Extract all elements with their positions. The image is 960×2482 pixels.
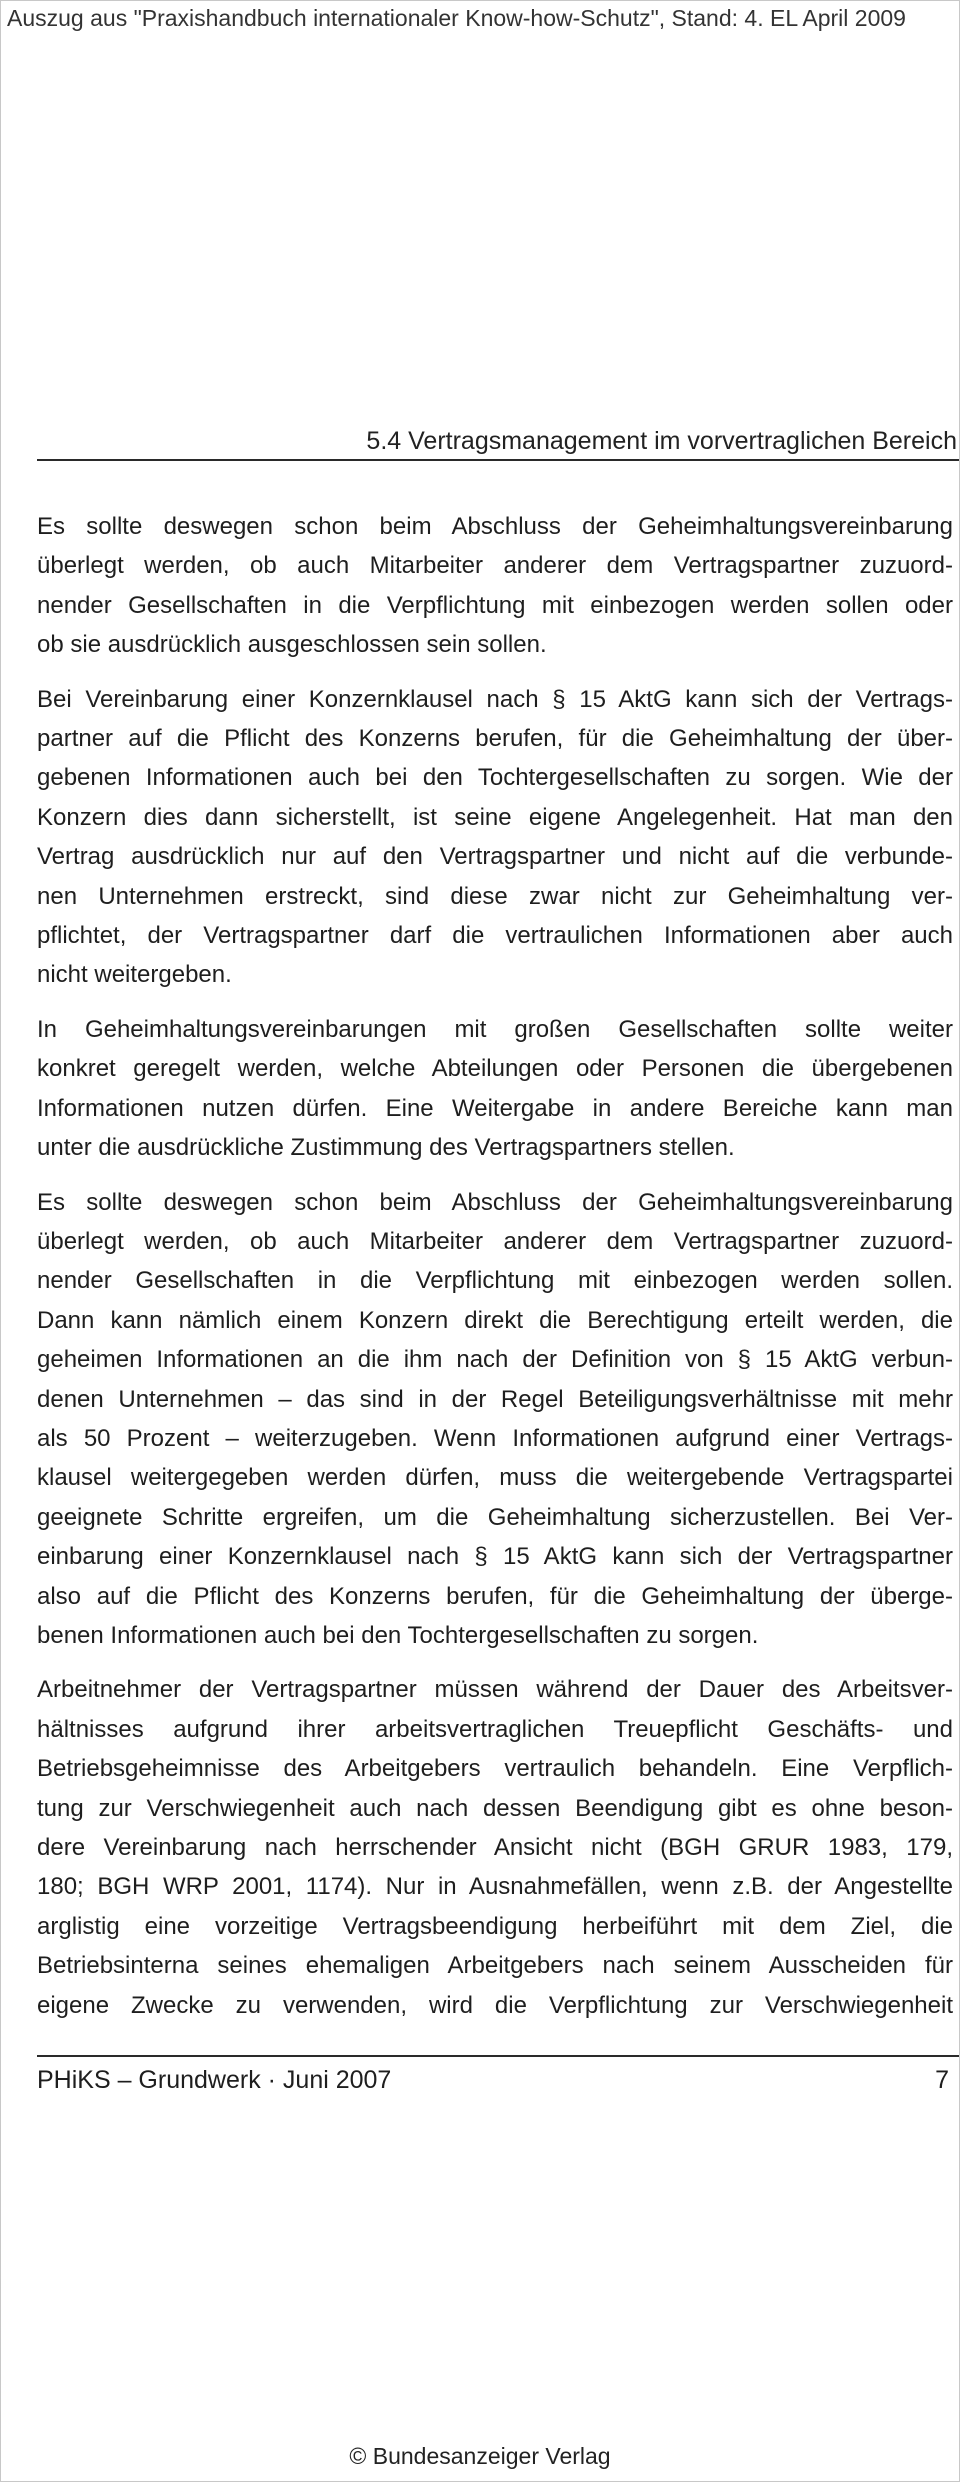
text-line: konkret geregelt werden, welche Abteilungen oder Personen die übergebenen: [37, 1055, 953, 1083]
text-line: nicht weitergeben.: [37, 961, 232, 989]
text-line: Es sollte deswegen schon beim Abschluss der Geheimhaltungsvereinbarung: [37, 513, 953, 540]
page-number: 7: [935, 2066, 949, 2094]
header-rule: [37, 459, 959, 461]
text-line: arglistig eine vorzeitige Vertragsbeendigung herbeiführt mit dem Ziel, die: [37, 1912, 953, 1940]
text-line: partner auf die Pflicht des Konzerns berufen, für die Geheimhaltung der über-: [37, 725, 953, 753]
text-line: geeignete Schritte ergreifen, um die Geheimhaltung sicherzustellen. Bei Ver-: [37, 1503, 953, 1531]
text-line: In Geheimhaltungsvereinbarungen mit großen Gesellschaften sollte weiter: [37, 1015, 953, 1043]
paragraph: [37, 1183, 957, 1656]
text-line: gebenen Informationen auch bei den Tochtergesellschaften zu sorgen. Wie der: [37, 764, 953, 792]
paragraph: [37, 680, 957, 995]
text-line: Vertrag ausdrücklich nur auf den Vertragspartner und nicht auf die verbunde-: [37, 843, 953, 871]
text-line: also auf die Pflicht des Konzerns berufen, für die Geheimhaltung der überge-: [37, 1582, 953, 1610]
text-line: überlegt werden, ob auch Mitarbeiter anderer dem Vertragspartner zuzuord-: [37, 552, 953, 580]
text-line: nen Unternehmen erstreckt, sind diese zwar nicht zur Geheimhaltung ver-: [37, 882, 953, 910]
paragraph: [37, 1010, 957, 1168]
paragraph: [37, 507, 957, 665]
text-line: überlegt werden, ob auch Mitarbeiter anderer dem Vertragspartner zuzuord-: [37, 1227, 953, 1255]
footer-rule: [37, 2055, 959, 2057]
text-line: klausel weitergegeben werden dürfen, muss die weitergebende Vertragspartei: [37, 1464, 953, 1492]
text-line: tung zur Verschwiegenheit auch nach dessen Beendigung gibt es ohne beson-: [37, 1794, 953, 1822]
text-line: pflichtet, der Vertragspartner darf die vertraulichen Informationen aber auch: [37, 922, 953, 950]
excerpt-notice: Auszug aus "Praxishandbuch internationaler Know-how-Schutz", Stand: 4. EL April 2009: [7, 5, 906, 31]
text-line: nender Gesellschaften in die Verpflichtung mit einbezogen werden sollen oder: [37, 591, 953, 619]
text-line: als 50 Prozent – weiterzugeben. Wenn Informationen aufgrund einer Vertrags-: [37, 1424, 953, 1452]
text-line: Arbeitnehmer der Vertragspartner müssen während der Dauer des Arbeitsver-: [37, 1676, 953, 1704]
text-line: nender Gesellschaften in die Verpflichtung mit einbezogen werden sollen.: [37, 1267, 953, 1295]
footer-edition: PHiKS – Grundwerk · Juni 2007: [37, 2066, 392, 2094]
publisher-credit: © Bundesanzeiger Verlag: [349, 2443, 611, 2469]
text-line: unter die ausdrückliche Zustimmung des Vertragspartners stellen.: [37, 1134, 735, 1162]
paragraph: [37, 1670, 957, 2025]
text-line: benen Informationen auch bei den Tochtergesellschaften zu sorgen.: [37, 1621, 759, 1649]
text-line: ob sie ausdrücklich ausgeschlossen sein sollen.: [37, 631, 547, 659]
text-line: Informationen nutzen dürfen. Eine Weitergabe in andere Bereiche kann man: [37, 1094, 953, 1122]
body-text: [37, 507, 957, 2040]
text-line: Dann kann nämlich einem Konzern direkt die Berechtigung erteilt werden, die: [37, 1306, 953, 1334]
text-line: Es sollte deswegen schon beim Abschluss der Geheimhaltungsvereinbarung: [37, 1188, 953, 1216]
text-line: eigene Zwecke zu verwenden, wird die Verpflichtung zur Verschwiegenheit: [37, 1991, 953, 2019]
text-line: geheimen Informationen an die ihm nach der Definition von § 15 AktG verbun-: [37, 1346, 953, 1374]
running-head: 5.4 Vertragsmanagement im vorvertraglichen Bereich: [366, 427, 957, 455]
text-line: einbarung einer Konzernklausel nach § 15 AktG kann sich der Vertragspartner: [37, 1543, 953, 1571]
text-line: 180; BGH WRP 2001, 1174). Nur in Ausnahmefällen, wenn z.B. der Angestellte: [37, 1873, 953, 1901]
text-line: denen Unternehmen – das sind in der Regel Beteiligungsverhältnisse mit mehr: [37, 1385, 953, 1413]
text-line: Betriebsinterna seines ehemaligen Arbeitgebers nach seinem Ausscheiden für: [37, 1952, 953, 1980]
text-line: hältnisses aufgrund ihrer arbeitsvertraglichen Treuepflicht Geschäfts- und: [37, 1715, 953, 1743]
text-line: Konzern dies dann sicherstellt, ist seine eigene Angelegenheit. Hat man den: [37, 803, 953, 831]
text-line: Betriebsgeheimnisse des Arbeitgebers vertraulich behandeln. Eine Verpflich-: [37, 1755, 953, 1783]
text-line: dere Vereinbarung nach herrschender Ansicht nicht (BGH GRUR 1983, 179,: [37, 1834, 953, 1861]
text-line: Bei Vereinbarung einer Konzernklausel nach § 15 AktG kann sich der Vertrags-: [37, 685, 953, 713]
